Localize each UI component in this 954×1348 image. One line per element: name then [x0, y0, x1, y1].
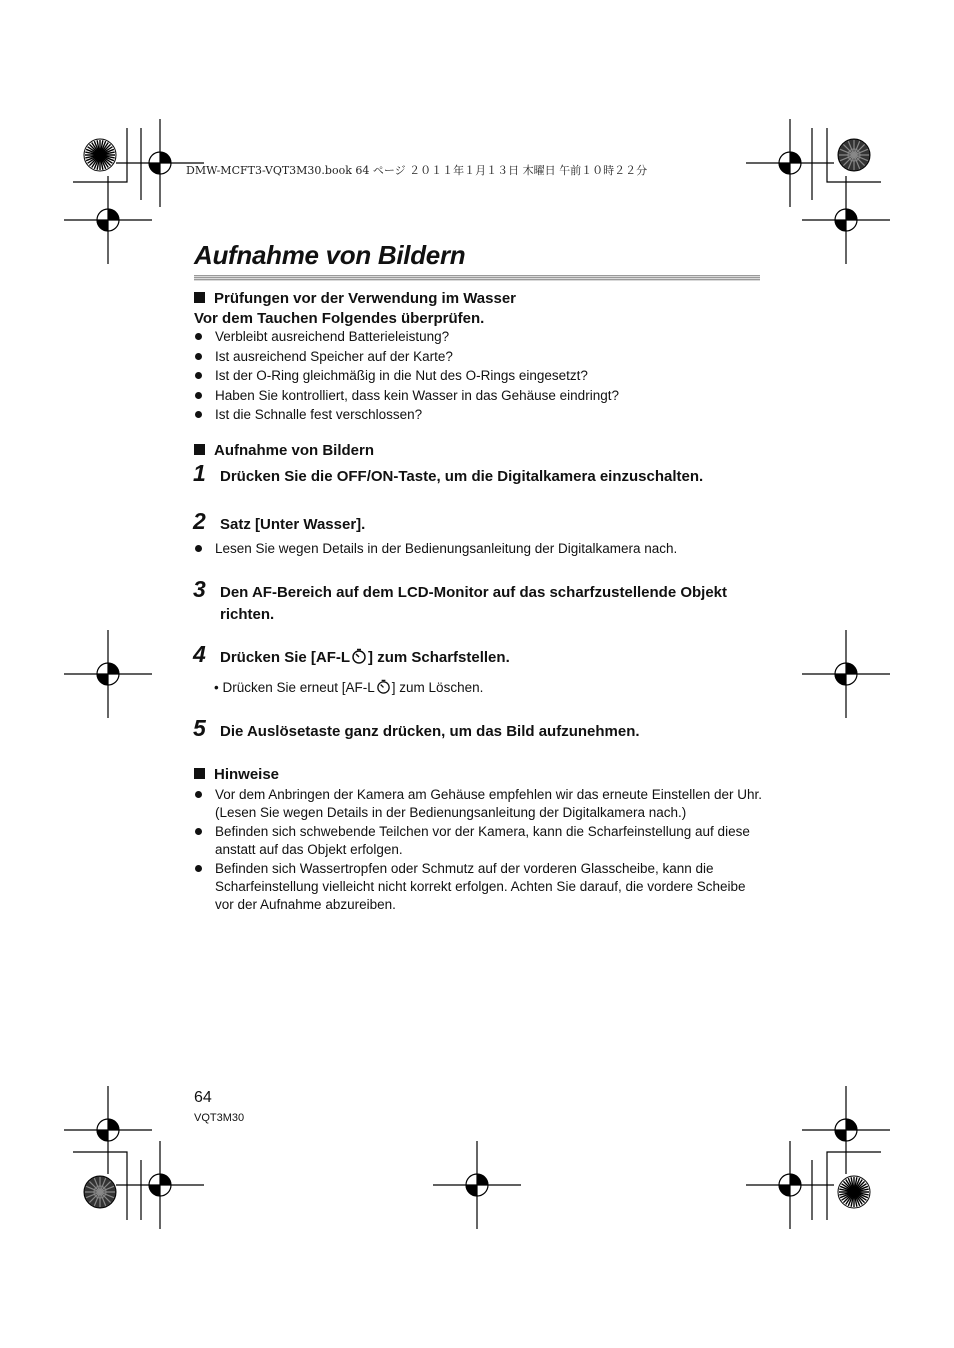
section-heading-hints: Hinweise	[194, 766, 279, 783]
step-number: 1	[193, 460, 206, 486]
self-timer-icon	[376, 679, 391, 694]
bullet-icon	[195, 353, 202, 360]
list-item: Ist die Schnalle fest verschlossen?	[194, 406, 764, 424]
bullet-icon	[195, 411, 202, 418]
step-text: Drücken Sie [AF-L ] zum Scharfstellen.	[220, 649, 510, 666]
list-item: Befinden sich schwebende Teilchen vor der Kamera, kann die Scharfeinstellung auf diese anstatt auf das Objekt erfolgen.	[194, 823, 764, 859]
bullet-icon	[195, 791, 202, 798]
self-timer-icon	[351, 648, 367, 664]
section-heading-checks: Prüfungen vor der Verwendung im Wasser	[194, 290, 516, 307]
print-header: DMW-MCFT3-VQT3M30.book 64 ページ ２０１１年１月１３日 木曜日 午前１０時２２分	[186, 164, 648, 177]
square-bullet-icon	[194, 768, 205, 779]
step-number: 5	[193, 715, 206, 741]
square-bullet-icon	[194, 292, 205, 303]
list-item: Ist ausreichend Speicher auf der Karte?	[194, 348, 764, 366]
step-text: Die Auslösetaste ganz drücken, um das Bild aufzunehmen.	[220, 723, 640, 740]
section-heading-recording: Aufnahme von Bildern	[194, 442, 374, 459]
list-item: Befinden sich Wassertropfen oder Schmutz auf der vorderen Glasscheibe, kann die Scharfeinstellung vielleicht nicht korrekt erfolgen. Achten Sie darauf, die vordere Scheibe vor der Aufnahme abzureiben.	[194, 860, 764, 914]
bullet-icon	[195, 545, 202, 552]
bullet-icon	[195, 828, 202, 835]
step-number: 2	[193, 508, 206, 534]
step-number: 4	[193, 641, 206, 667]
list-item: Vor dem Anbringen der Kamera am Gehäuse empfehlen wir das erneute Einstellen der Uhr. (Lesen Sie wegen Details in der Bedienungsanleitung der Digitalkamera nach.)	[194, 786, 764, 822]
square-bullet-icon	[194, 444, 205, 455]
bullet-icon	[195, 392, 202, 399]
document-code: VQT3M30	[194, 1112, 245, 1124]
bullet-icon	[195, 333, 202, 340]
step-4	[193, 641, 768, 669]
section-subheading: Vor dem Tauchen Folgendes überprüfen.	[194, 310, 485, 327]
step-text: Den AF-Bereich auf dem LCD-Monitor auf das scharfzustellende Objekt richten.	[220, 584, 728, 623]
step-5	[193, 715, 768, 743]
bullet-icon	[195, 865, 202, 872]
step-2	[193, 508, 768, 536]
list-item: Ist der O-Ring gleichmäßig in die Nut des O-Rings eingesetzt?	[194, 367, 764, 385]
step-text: Drücken Sie die OFF/ON-Taste, um die Digitalkamera einzuschalten.	[220, 468, 704, 485]
step-text: Satz [Unter Wasser].	[220, 516, 366, 533]
step-2-note	[194, 540, 764, 560]
hints-list	[194, 786, 764, 915]
step-4-note: • Drücken Sie erneut [AF-L ] zum Löschen.	[214, 680, 484, 695]
list-item: Lesen Sie wegen Details in der Bedienungsanleitung der Digitalkamera nach.	[194, 540, 764, 558]
list-item: Verbleibt ausreichend Batterieleistung?	[194, 328, 764, 346]
page-title: Aufnahme von Bildern	[194, 240, 466, 270]
step-number: 3	[193, 576, 206, 602]
list-item: Haben Sie kontrolliert, dass kein Wasser in das Gehäuse eindringt?	[194, 387, 764, 405]
step-3	[193, 576, 768, 626]
bullet-icon	[195, 372, 202, 379]
step-1	[193, 460, 768, 488]
checklist	[194, 328, 764, 426]
title-rule	[194, 275, 760, 281]
page-number: 64	[194, 1089, 212, 1106]
